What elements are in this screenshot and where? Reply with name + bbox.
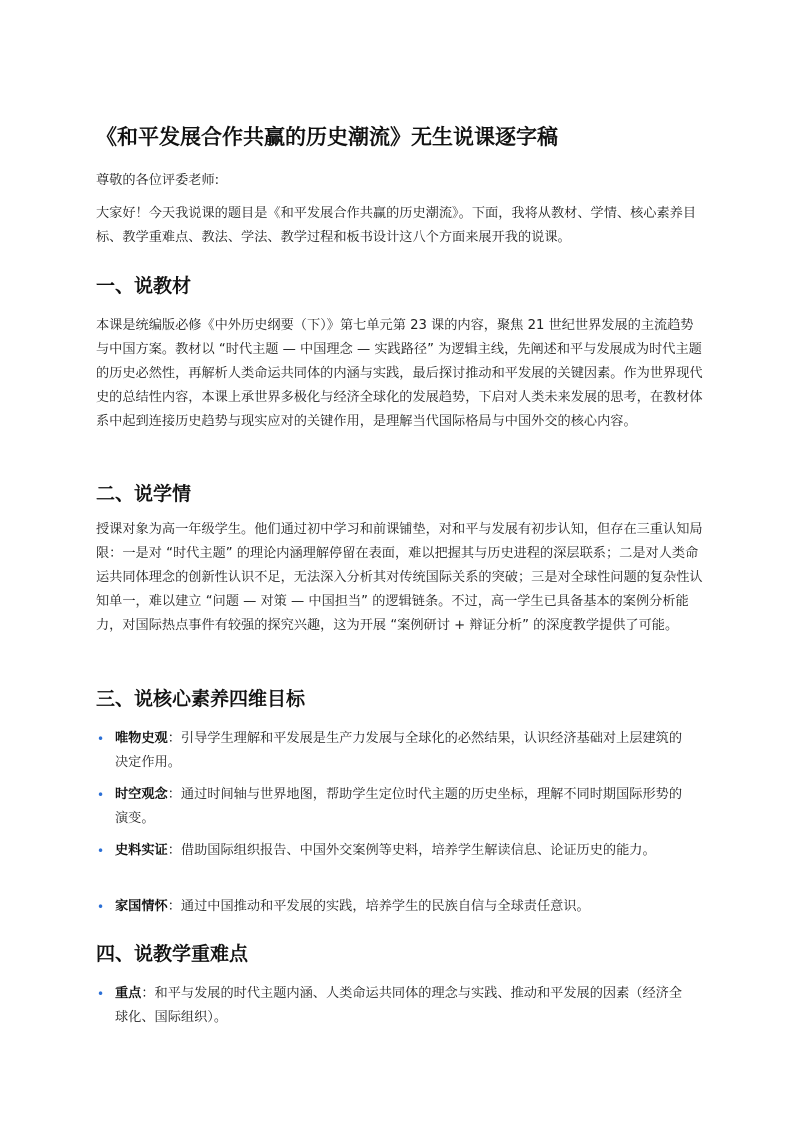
list-item-text: ：通过中国推动和平发展的实践，培养学生的民族自信与全球责任意识。	[167, 899, 590, 914]
bullet-icon: •	[97, 900, 105, 914]
section-heading-students: 二、说学情	[96, 483, 192, 505]
bullet-icon: •	[97, 844, 105, 858]
list-item-label: 家国情怀	[115, 899, 168, 914]
bullet-icon: •	[97, 788, 105, 802]
section-body-textbook: 本课是统编版必修《中外历史纲要（下）》第七单元第 23 课的内容，聚焦 21 世纪世界发展的主流趋势与中国方案。教材以 “时代主题 — 中国理念 — 实践路径” 为逻辑主线，先阐述和平与发展成为时代主题的历史必然性，再解析人类命运共同体的内涵与实践，最后探讨推动和平发展的关键因素。作为世界现代史的总结性内容，本课上承世界多极化与经济全球化的发展趋势，下启对人类未来发展的思考，在教材体系中起到连接历史趋势与现实应对的关键作用，是理解当代国际格局与中国外交的核心内容。	[96, 318, 703, 429]
bullet-icon: •	[97, 732, 105, 746]
list-item-label: 唯物史观	[115, 731, 168, 746]
section-heading-key-points: 四、说教学重难点	[96, 943, 249, 965]
list-item-label: 时空观念	[115, 787, 168, 802]
list-item-text: ：借助国际组织报告、中国外交案例等史料，培养学生解读信息、论证历史的能力。	[167, 843, 656, 858]
list-item-label: 重点	[115, 986, 142, 1001]
section-heading-textbook: 一、说教材	[96, 275, 192, 297]
intro-paragraph: 大家好！今天我说课的题目是《和平发展合作共赢的历史潮流》。下面，我将从教材、学情、核心素养目标、教学重难点、教法、学法、教学过程和板书设计这八个方面来展开我的说课。	[96, 206, 697, 245]
bullet-icon: •	[97, 987, 105, 1001]
list-item-text: ：通过时间轴与世界地图，帮助学生定位时代主题的历史坐标，理解不同时期国际形势的演变。	[115, 787, 683, 826]
greeting: 尊敬的各位评委老师:	[96, 173, 220, 188]
document-title: 《和平发展合作共赢的历史潮流》无生说课逐字稿	[96, 125, 558, 149]
list-item-label: 史料实证	[115, 843, 168, 858]
section-heading-objectives: 三、说核心素养四维目标	[96, 688, 306, 710]
list-item-text: ：和平与发展的时代主题内涵、人类命运共同体的理念与实践、推动和平发展的因素（经济全球化、国际组织）。	[115, 986, 683, 1025]
list-item-text: ：引导学生理解和平发展是生产力发展与全球化的必然结果，认识经济基础对上层建筑的决定作用。	[115, 731, 683, 770]
section-body-students: 授课对象为高一年级学生。他们通过初中学习和前课铺垫，对和平与发展有初步认知，但存在三重认知局限：一是对 “时代主题” 的理论内涵理解停留在表面，难以把握其与历史进程的深层联系；二是对人类命运共同体理念的创新性认识不足，无法深入分析其对传统国际关系的突破；三是对全球性问题的复杂性认知单一，难以建立 “问题 — 对策 — 中国担当” 的逻辑链条。不过，高一学生已具备基本的案例分析能力，对国际热点事件有较强的探究兴趣，这为开展 “案例研讨 + 辩证分析” 的深度教学提供了可能。	[96, 522, 703, 633]
